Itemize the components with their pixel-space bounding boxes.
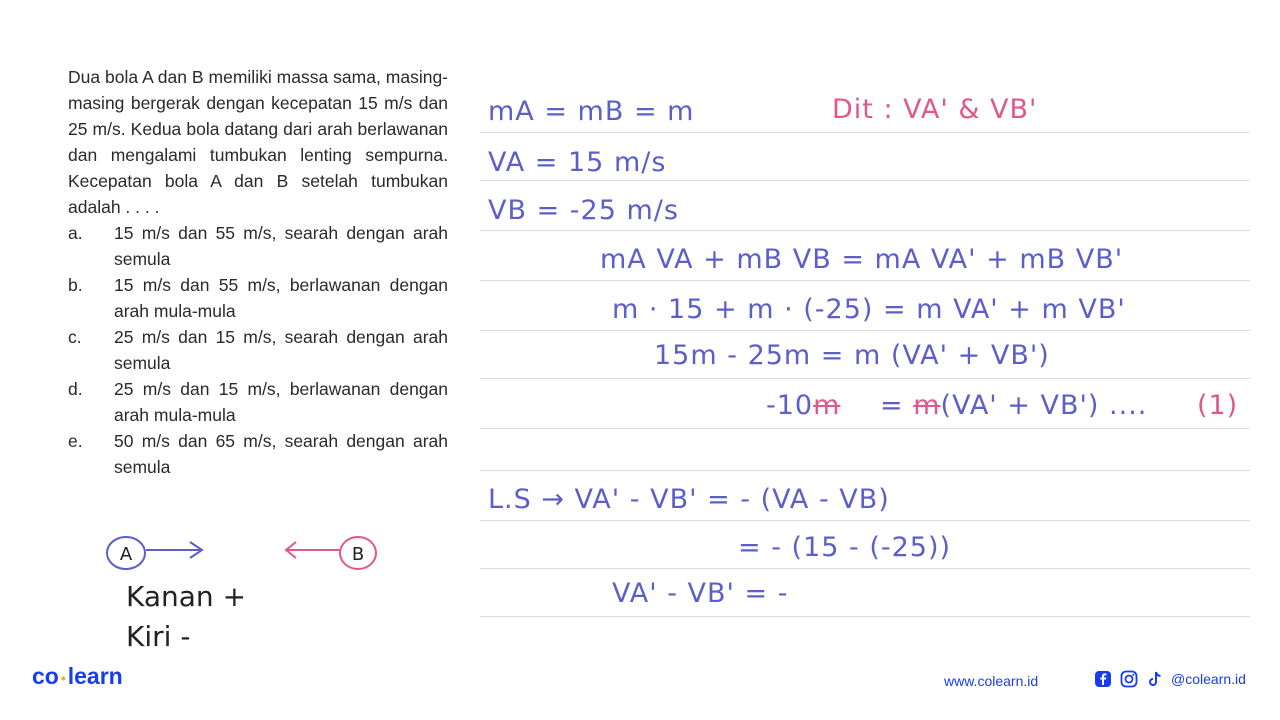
option-text: 25 m/s dan 15 m/s, searah dengan arah semula (114, 327, 448, 373)
social-handle[interactable]: @colearn.id (1171, 671, 1246, 687)
arrow-left-icon (286, 542, 340, 558)
option-b (68, 272, 448, 324)
option-letter: a. (68, 223, 83, 243)
logo-text: co (32, 663, 59, 689)
solution-line-7 (766, 390, 1238, 421)
option-text: 15 m/s dan 55 m/s, searah dengan arah semula (114, 223, 448, 269)
ruled-line (480, 330, 1250, 331)
tiktok-icon[interactable] (1145, 669, 1165, 689)
instagram-icon[interactable] (1119, 669, 1139, 689)
question-panel (68, 64, 448, 480)
equation-number: (1) (1196, 390, 1239, 421)
website-link[interactable]: www.colearn.id (944, 673, 1039, 689)
option-d (68, 376, 448, 428)
option-text: 15 m/s dan 55 m/s, berlawanan dengan arah mula-mula (114, 275, 448, 321)
ruled-line (480, 470, 1250, 471)
option-letter: b. (68, 275, 83, 295)
solution-asked: Dit : VA' & VB' (832, 94, 1038, 125)
equals-sign: = (880, 390, 904, 421)
question-stem: Dua bola A dan B memiliki massa sama, masing-masing bergerak dengan kecepatan 15 m/s dan 25 m/s. Kedua bola datang dari arah berlawanan dan mengalami tumbukan lenting sempurna. Kecepatan bola A dan B setelah tumbukan adalah . . . . (68, 67, 448, 217)
collision-sketch (100, 528, 390, 580)
direction-right-note: Kanan + (126, 580, 247, 613)
solution-line-2: VA = 15 m/s (488, 147, 667, 178)
ruled-line (480, 568, 1250, 569)
option-c (68, 324, 448, 376)
ruled-line (480, 180, 1250, 181)
ball-b-label: B (351, 544, 365, 565)
option-e (68, 428, 448, 480)
solution-line-1: mA = mB = m (488, 96, 695, 127)
logo-dot: • (60, 669, 66, 686)
cancelled-term: m (813, 390, 841, 421)
facebook-icon[interactable] (1093, 669, 1113, 689)
logo-text: learn (67, 663, 123, 689)
ball-a-label: A (119, 544, 133, 565)
arrow-right-icon (146, 542, 202, 558)
option-text: 25 m/s dan 15 m/s, berlawanan dengan arah mula-mula (114, 379, 448, 425)
option-letter: c. (68, 327, 82, 347)
option-a (68, 220, 448, 272)
solution-line-3: VB = -25 m/s (488, 195, 679, 226)
solution-line-5: m · 15 + m · (-25) = m VA' + m VB' (612, 294, 1126, 325)
solution-term: (VA' + VB') .... (940, 390, 1148, 421)
option-letter: d. (68, 379, 83, 399)
ruled-line (480, 132, 1250, 133)
option-text: 50 m/s dan 65 m/s, searah dengan arah semula (114, 431, 448, 477)
ruled-line (480, 428, 1250, 429)
ruled-line (480, 520, 1250, 521)
ruled-line (480, 378, 1250, 379)
option-letter: e. (68, 431, 83, 451)
solution-line-6: 15m - 25m = m (VA' + VB') (654, 340, 1050, 371)
ruled-line (480, 280, 1250, 281)
ruled-line (480, 230, 1250, 231)
ruled-line (480, 616, 1250, 617)
solution-line-8: L.S → VA' - VB' = - (VA - VB) (488, 484, 890, 515)
solution-line-10: VA' - VB' = - (612, 578, 789, 609)
social-links (1093, 669, 1246, 689)
direction-left-note: Kiri - (126, 620, 191, 653)
solution-line-4: mA VA + mB VB = mA VA' + mB VB' (600, 244, 1124, 275)
cancelled-term: m (913, 390, 941, 421)
solution-line-9: = - (15 - (-25)) (738, 532, 952, 563)
colearn-logo (32, 663, 123, 690)
solution-term: -10 (766, 390, 814, 421)
options-list (68, 220, 448, 480)
